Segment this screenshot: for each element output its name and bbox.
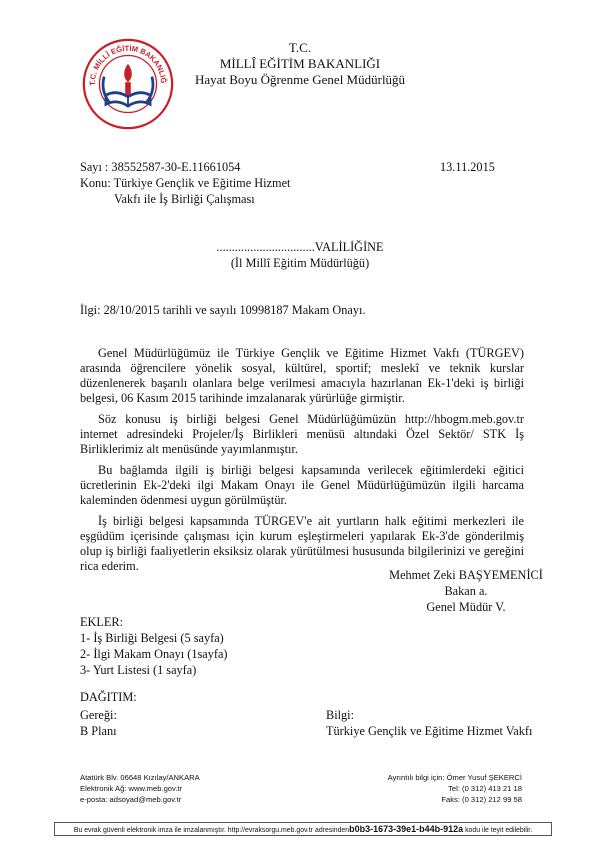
- country-heading: T.C.: [288, 40, 312, 55]
- recipient-line-1: ................................VALİLİĞİNE: [216, 240, 384, 254]
- distribution-action-label: Gereği:: [80, 708, 117, 722]
- body-paragraph-2: Söz konusu iş birliği belgesi Genel Müdürlüğümüzün http://hbogm.meb.gov.tr internet adresindeki Projeler/İş Birlikleri menüsü altındaki Özel Sektör/ STK İş Birliklerimiz alt menüsünde yayımlanmıştır.: [80, 412, 524, 456]
- attachment-item: 3- Yurt Listesi (1 sayfa): [80, 663, 197, 677]
- document-number: Sayı : 38552587-30-E.11661054: [80, 160, 241, 174]
- verification-prefix: Bu evrak güvenli elektronik imza ile imzalanmıştır. http://evraksorgu.meb.gov.tr adresinden: [73, 827, 350, 834]
- svg-text:T.C. MİLLÎ EĞİTİM BAKANLIĞI: T.C. MİLLÎ EĞİTİM BAKANLIĞ: [87, 43, 169, 86]
- body-paragraph-4: İş birliği belgesi kapsamında TÜRGEV'e ait yurtların halk eğitimi merkezleri ile eşgüdüm içerisinde çalışması için kurum eşleştirmeleri yapılarak Ek-3'de gönderilmiş olup iş birliği faaliyetlerin eksiksiz olarak yürütülmesi hususunda bilgilerinizi ve gereğini rica ederim.: [80, 514, 524, 573]
- verification-suffix: kodu ile teyit edilebilir.: [463, 827, 533, 834]
- attachment-item: 1- İş Birliği Belgesi (5 sayfa): [80, 631, 224, 645]
- footer-phone: Tel: (0 312) 413 21 18: [448, 784, 522, 793]
- attachments-block: [80, 614, 228, 678]
- signatory-title-1: Bakan a.: [444, 584, 488, 598]
- distribution-info-label: Bilgi:: [326, 708, 355, 722]
- body-paragraph-3: Bu bağlamda ilgili iş birliği belgesi kapsamında verilecek eğitimlerdeki eğitici ücretlerinin Ek-2'deki ilgi Makam Onayı ile Genel Müdürlüğümüzün ilgili harcama kaleminden ödenmesi uygun görülmüştür.: [80, 463, 524, 507]
- footer-contact-right: [330, 772, 522, 805]
- attachments-heading: EKLER:: [80, 615, 124, 629]
- ministry-heading: MİLLÎ EĞİTİM BAKANLIĞI: [219, 56, 381, 71]
- e-signature-verification-notice: [54, 822, 552, 836]
- verification-code: b0b3-1673-39e1-b44b-912a: [349, 824, 464, 834]
- recipient-line-2: (İl Millî Eğitim Müdürlüğü): [230, 256, 370, 270]
- distribution-info-value: Türkiye Gençlik ve Eğitime Hizmet Vakfı: [326, 724, 533, 738]
- footer-contact-left: [80, 772, 200, 805]
- document-date: 13.11.2015: [440, 160, 495, 174]
- signatory-title-2: Genel Müdür V.: [426, 600, 506, 614]
- letter-body: [80, 346, 524, 580]
- footer-web: Elektronik Ağ: www.meb.gov.tr: [80, 784, 182, 793]
- distribution-heading: DAĞITIM:: [80, 690, 137, 704]
- footer-contact-person: Ayrıntılı bilgi için: Ömer Yusuf ŞEKERCİ: [387, 773, 522, 782]
- subject-line-1: Konu: Türkiye Gençlik ve Eğitime Hizmet: [80, 176, 291, 190]
- distribution-action-value: B Planı: [80, 724, 117, 738]
- directorate-heading: Hayat Boyu Öğrenme Genel Müdürlüğü: [194, 72, 406, 87]
- footer-fax: Faks: (0 312) 212 99 58: [441, 795, 522, 804]
- footer-address: Atatürk Blv. 06648 Kızılay/ANKARA: [80, 773, 200, 782]
- signatory-name: Mehmet Zeki BAŞYEMENİCİ: [389, 568, 543, 582]
- reference-line: İlgi: 28/10/2015 tarihli ve sayılı 10998187 Makam Onayı.: [80, 303, 366, 317]
- subject-line-2: Vakfı ile İş Birliği Çalışması: [114, 192, 255, 206]
- signature-block: [366, 567, 566, 615]
- attachment-item: 2- İlgi Makam Onayı (1sayfa): [80, 647, 228, 661]
- body-paragraph-1: Genel Müdürlüğümüz ile Türkiye Gençlik ve Eğitime Hizmet Vakfı (TÜRGEV) arasında öğrencilere yönelik sosyal, kültürel, sportif; meslekî ve teknik kurslar düzenlenerek başarılı olanlara belge verilmesi amacıyla hazırlanan Ek-1'deki iş birliği belgesi, 06 Kasım 2015 tarihinde imzalanarak yürürlüğe girmiştir.: [80, 346, 524, 405]
- footer-email: e-posta: adsoyad@meb.gov.tr: [80, 795, 182, 804]
